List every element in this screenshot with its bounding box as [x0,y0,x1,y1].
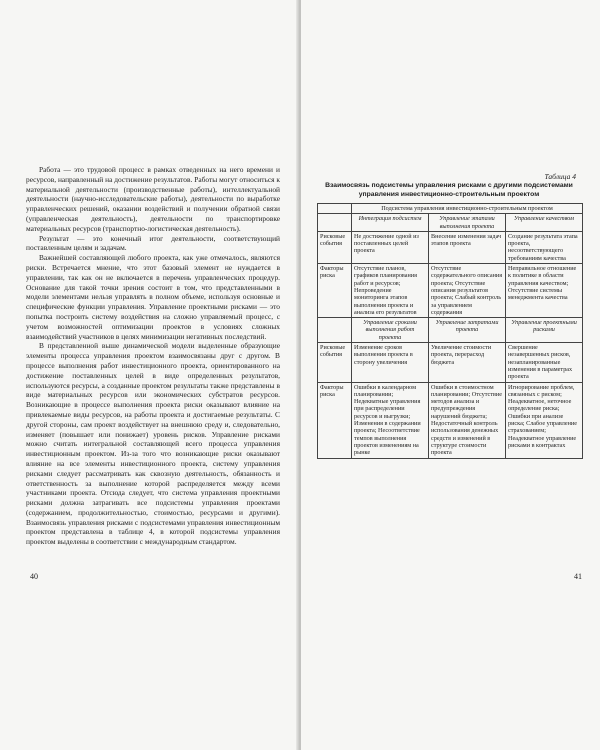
row-label: Рисковые события [318,231,352,263]
right-page [301,0,600,750]
table-cell: Создание результата этапа проекта, несоответствующего требованиям качества [506,231,583,263]
table-span-header: Подсистема управления инвестиционно-строительным проектом [352,204,583,214]
column-header: Управление проектными рисками [506,318,583,343]
table-cell: Отсутствие содержательного описания проекта; Отсутствие описания результатов проекта; Слабый контроль за управлением содержания [429,264,506,318]
table-corner-cell [318,318,352,343]
row-label: Факторы риска [318,382,352,458]
table-row [318,382,583,458]
table-cell: Увеличение стоимости проекта, перерасход бюджета [429,343,506,382]
table-cell: Неправильное отношение к политике в области управления качеством; Отсутствие системы менеджмента качества [506,264,583,318]
table-row [318,231,583,263]
table-cell: Ошибки в календарном планировании; Недекватные управления при распределении ресурсов и выгрузки; Изменения в содержании проекта; Несоответствие темпов выполнения проектов изменениям на рынке [352,382,429,458]
table-cell: Ошибки в стоимостном планировании; Отсутствие методов анализа и предупреждения нарушений бюджета; Недостаточный контроль использования денежных средств и изменений в структуре стоимости проекта [429,382,506,458]
column-header: Управление этапами выполнения проекта [429,214,506,232]
table-row [318,343,583,382]
paragraph: Важнейшей составляющей любого проекта, как уже отмечалось, являются риски. Встречается мнение, что этот базовый элемент не нуждается в управлении, так как он не включается в перечень управленческих процедур. Основание для такой точки зрения состоит в том, что представленными в модели элементами нельзя управлять в полном объеме, используя основные и специфические функции управления. Управление проектными рисками — это попытка построить систему воздействия на сложно управляемый процесс, с учетом возможностей оптимизации проектов в условиях сложных взаимодействий участников в целях минимизации негативных последствий. [26,253,280,341]
row-label: Рисковые события [318,343,352,382]
table-row [318,264,583,318]
risk-table [317,203,583,459]
table-title: Взаимосвязь подсистемы управления рисками с другими подсистемами управления инвестиционно-строительным проектом [325,182,573,198]
left-page-text [26,165,280,547]
table-cell: Изменение сроков выполнения проекта в сторону увеличения [352,343,429,382]
row-label: Факторы риска [318,264,352,318]
column-header: Интеграция подсистем [352,214,429,232]
page-number: 41 [574,572,582,581]
paragraph: Работа — это трудовой процесс в рамках отведенных на него времени и ресурсов, направленный на достижение результатов. Работы могут относиться к материальной деятельности (производственные работы), интеллектуальной деятельности (научно-исследовательские работы), деятельности по выработке управленческих решений, оказании воздействий и получении обратной связи (управленческая деятельность), деятельности по транспортировке материальных ресурсов (транспортно-логистическая деятельность). [26,165,280,233]
column-header: Управление качеством [506,214,583,232]
table-corner-cell [318,204,352,214]
left-page [0,0,299,750]
column-header: Управление затратами проекта [429,318,506,343]
paragraph: Результат — это конечный итог деятельности, соответствующий поставленным целям и задачам. [26,233,280,253]
table-cell: Игнорирование проблем, связанных с риском; Неадекватное, неточное определение риска; Ошибки при анализе риска; Слабое управление страхованием; Неадекватное управление рисками в контрактах [506,382,583,458]
paragraph: В представленной выше динамической модели выделенные образующие элементы процесса управления проектом взаимосвязаны друг с другом. В процессе выполнения работ инвестиционного проекта, ориентированного на достижение поставленных целей в виде определенных результатов, используются ресурсы, а созданные проектом результаты также представлены в виде материальных ресурсов или экономических субстратов ресурсов. Возникающие в процессе выполнения проекта риски оказывают влияние на привлекаемые виды ресурсов, на работы проекта и достигаемые результаты. С другой стороны, сам проект воздействует на внешнюю среду и, следовательно, изменяет (повышает или понижает) уровень рисков. Управление рисками можно считать интегральной составляющей всего процесса управления инвестиционным проектом. Из-за того что возникающие риски оказывают влияние на все элементы инвестиционного проекта, систему управления рисками следует рассматривать как сквозную деятельность, обязанность и ответственность за выполнение которой распределяется между всеми участниками проекта. Отсюда следует, что система управления проектными рисками должна затрагивать все подсистемы управления проектами (содержанием, продолжительностью, стоимостью, ресурсами и другими). Взаимосвязь управления рисками с подсистемами управления инвестиционным проектом представлена в таблице 4, в которой подсистемы управления проектом выделены в соответствии с международным стандартом. [26,341,280,547]
table-cell: Свершение незавершенных рисков, незапланированные изменения в параметрах проекта [506,343,583,382]
table-cell: Внесение изменения задач этапов проекта [429,231,506,263]
table-corner-cell [318,214,352,232]
table-cell: Отсутствие планов, графиков планирования работ и ресурсов; Непроведение мониторинга этапов выполнения проекта и анализа его результатов [352,264,429,318]
page-number: 40 [30,572,38,581]
table-caption: Таблица 4 [544,172,576,181]
table-cell: Не достижение одной из поставленных целей проекта [352,231,429,263]
column-header: Управление сроками выполнения работ проекта [352,318,429,343]
